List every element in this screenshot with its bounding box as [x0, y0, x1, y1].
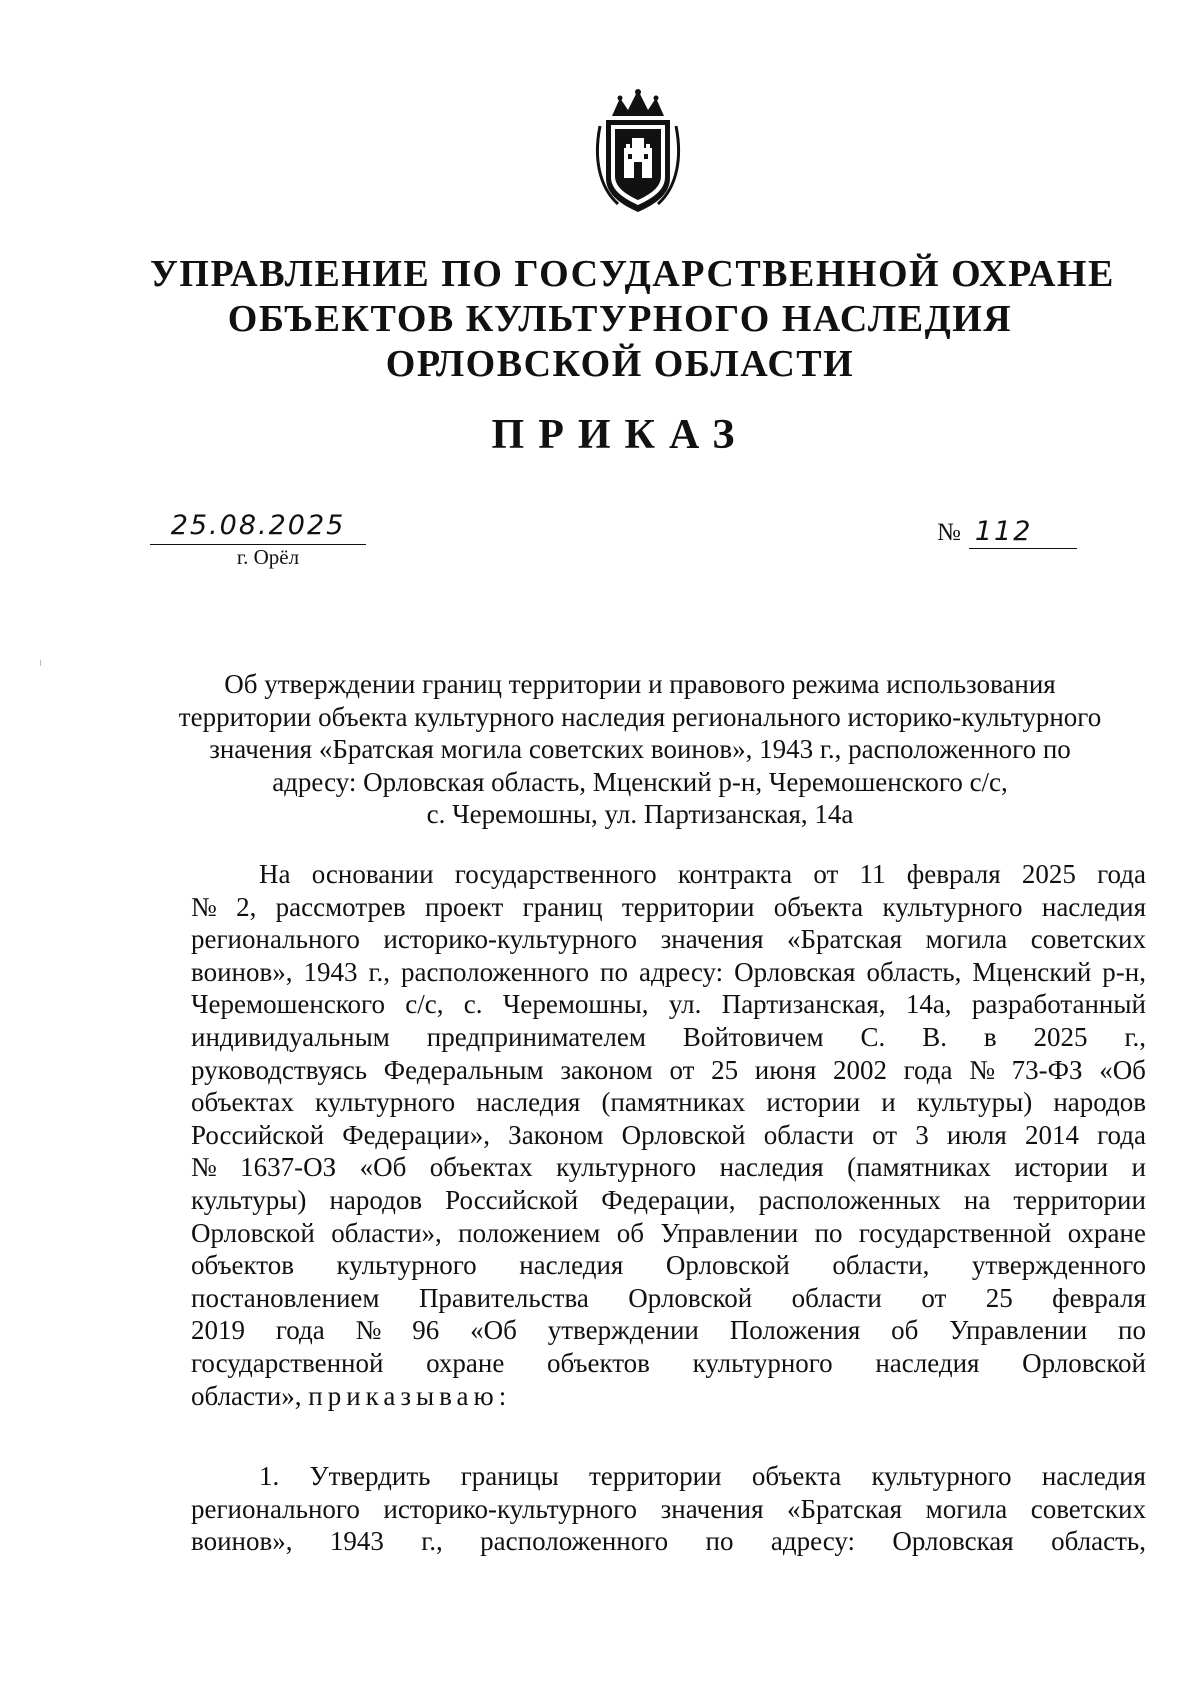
word: «Об — [470, 1315, 517, 1346]
word: по — [705, 1526, 734, 1557]
word: Орловской — [1022, 1347, 1146, 1378]
word: культурного — [882, 891, 1023, 922]
date-block — [150, 510, 366, 569]
word: законом — [560, 1054, 653, 1085]
text-line — [191, 956, 1146, 989]
word: объектов — [191, 1250, 294, 1281]
word: г., — [1124, 1021, 1146, 1052]
word: Положения — [729, 1315, 861, 1346]
preamble-paragraph — [191, 858, 1146, 1412]
word: культурного — [692, 1347, 833, 1378]
word: № — [191, 891, 217, 922]
word: по — [600, 956, 628, 987]
word: г., — [421, 1526, 443, 1557]
text-line — [191, 1151, 1146, 1184]
text-line — [191, 891, 1146, 924]
text-line — [191, 988, 1146, 1021]
word: территории — [621, 891, 755, 922]
word: адресу: — [770, 1526, 856, 1557]
word: контракта — [677, 859, 793, 889]
authority-line: ОРЛОВСКОЙ ОБЛАСТИ — [385, 343, 855, 385]
word: февраля — [1052, 1282, 1146, 1313]
text-line — [191, 1054, 1146, 1087]
word: объектах — [429, 1152, 533, 1183]
word: культуры) — [191, 1184, 307, 1215]
word: проект — [425, 891, 504, 922]
word: Орловской — [628, 1282, 753, 1313]
word: от — [872, 1119, 898, 1150]
authority-line: ОБЪЕКТОВ КУЛЬТУРНОГО НАСЛЕДИЯ — [227, 298, 1013, 340]
word: постановлением — [191, 1282, 380, 1313]
word: регионального — [191, 1493, 360, 1524]
word: 96 — [412, 1315, 440, 1346]
text-line — [191, 1086, 1146, 1119]
word: «Об — [1099, 1054, 1146, 1085]
word: Федерации», — [342, 1119, 490, 1150]
word: могила — [925, 924, 1008, 955]
word: июля — [946, 1119, 1007, 1150]
word: 3 — [915, 1119, 929, 1150]
clause-1-paragraph — [191, 1460, 1146, 1558]
word: Орловская — [734, 956, 856, 987]
word: и — [881, 1087, 896, 1118]
word: 14а, — [905, 989, 952, 1020]
text-line — [191, 1493, 1146, 1526]
word: советских — [1030, 1493, 1146, 1524]
word: 2025 — [1033, 1021, 1088, 1052]
word: г., — [368, 956, 391, 987]
word: Орловской — [665, 1250, 790, 1281]
word: Черемошенского — [191, 989, 385, 1020]
authority-line: УПРАВЛЕНИЕ ПО ГОСУДАРСТВЕННОЙ ОХРАНЕ — [150, 253, 1115, 295]
word: Российской — [191, 1119, 325, 1150]
margin-mark — [40, 660, 41, 666]
word: расположенного — [480, 1526, 669, 1557]
word: культурного — [336, 1250, 477, 1281]
word: в — [983, 1021, 997, 1052]
word: области — [791, 1282, 882, 1313]
word: государственного — [454, 859, 657, 889]
word: значения — [660, 1493, 764, 1524]
text-line — [191, 1525, 1146, 1558]
word: 73-ФЗ — [1011, 1054, 1083, 1085]
word: с/с, — [405, 989, 444, 1020]
word: 25 — [711, 1054, 739, 1085]
word: воинов», — [191, 956, 293, 987]
word: года — [1097, 859, 1146, 889]
word: истории — [1014, 1152, 1109, 1183]
word: наследия — [476, 1087, 581, 1118]
word: государственной — [858, 1217, 1052, 1248]
word: положением — [458, 1217, 601, 1248]
word: расположенного — [401, 956, 589, 987]
word: об — [616, 1217, 644, 1248]
word: предпринимателем — [426, 1021, 646, 1052]
text-line — [191, 1314, 1146, 1347]
word: советских — [1030, 924, 1146, 955]
word: 2019 — [191, 1315, 245, 1346]
word: № — [969, 1054, 995, 1085]
word: «Об — [359, 1152, 407, 1183]
word: границ — [522, 891, 603, 922]
text-line — [191, 1347, 1146, 1380]
text-line — [191, 1021, 1146, 1054]
document-type-title: ПРИКАЗ — [491, 412, 749, 458]
word: «Братская — [787, 924, 903, 955]
word: культурного — [871, 1461, 1012, 1491]
text-line — [191, 1282, 1146, 1315]
word: 25 — [985, 1282, 1013, 1313]
word: утвержденного — [971, 1250, 1146, 1281]
word: Орловской — [191, 1217, 315, 1248]
word: по — [814, 1217, 843, 1248]
word: Орловская — [892, 1526, 1014, 1557]
document-subject — [160, 668, 1120, 831]
coat-of-arms-icon — [592, 86, 684, 216]
word: на — [963, 1184, 991, 1215]
word: историко-культурного — [383, 1493, 638, 1524]
subject-line: Об утверждении границ территории и правового режима использования — [224, 669, 1056, 699]
word: В. — [922, 1021, 947, 1052]
word: объекта — [751, 1461, 842, 1491]
word: (памятниках — [601, 1087, 746, 1118]
word: народов — [1053, 1087, 1146, 1118]
word: года — [1097, 1119, 1146, 1150]
word: наследия — [1041, 891, 1146, 922]
text-line — [191, 1217, 1146, 1250]
word: расположенных — [758, 1184, 941, 1215]
document-number-block — [937, 516, 1097, 554]
text-line — [191, 923, 1146, 956]
subject-line: значения «Братская могила советских воинов», 1943 г., расположенного по — [209, 734, 1071, 764]
word: от — [813, 859, 839, 889]
word: от — [669, 1054, 695, 1085]
subject-line: адресу: Орловская область, Мценский р-н, Черемошенского с/с, — [272, 766, 1008, 797]
word: Утвердить — [309, 1461, 431, 1491]
word: 1943 — [303, 956, 358, 987]
word: 2025 — [1021, 859, 1076, 889]
word: утверждении — [547, 1315, 699, 1346]
word: индивидуальным — [191, 1021, 390, 1052]
word: разработанный — [971, 989, 1146, 1020]
text-line — [191, 1460, 1146, 1493]
word: Управлении — [949, 1315, 1088, 1346]
word: С. — [860, 1021, 886, 1052]
document-city: г. Орёл — [236, 545, 300, 569]
word: р-н, — [1102, 956, 1146, 987]
word: «Братская — [787, 1493, 903, 1524]
text-line — [191, 1380, 1146, 1413]
word: и — [1131, 1152, 1146, 1183]
word: 2, — [236, 891, 257, 922]
document-number: 112 — [969, 516, 1077, 549]
word: Федеральным — [383, 1054, 544, 1085]
word: по — [1118, 1315, 1146, 1346]
issuing-authority — [150, 252, 1115, 387]
word: Управлении — [660, 1217, 799, 1248]
word: об — [891, 1315, 919, 1346]
word: февраля — [906, 859, 1001, 889]
word: № — [191, 1152, 217, 1183]
word: народов — [329, 1184, 423, 1215]
word: территории — [1013, 1184, 1146, 1215]
word: Правительства — [418, 1282, 589, 1313]
word: руководствуясь — [191, 1054, 368, 1085]
word: область, — [1051, 1526, 1146, 1557]
subject-line: территории объекта культурного наследия регионального историко-культурного — [178, 701, 1102, 732]
word: культурного — [556, 1152, 697, 1183]
subject-line: с. Черемошны, ул. Партизанская, 14а — [426, 799, 854, 829]
word: (памятниках — [847, 1152, 991, 1183]
word: Войтовичем — [682, 1021, 824, 1052]
word: года — [903, 1054, 953, 1085]
word: Российской — [445, 1184, 579, 1215]
word: основании — [311, 859, 434, 889]
word: от — [921, 1282, 947, 1313]
word: области», — [331, 1217, 442, 1248]
word: Черемошны, — [502, 989, 649, 1020]
word: истории — [766, 1087, 861, 1118]
word: 2002 — [832, 1054, 887, 1085]
text-line — [191, 858, 1146, 891]
text-line — [191, 1249, 1146, 1282]
word: наследия — [719, 1152, 824, 1183]
word: воинов», — [191, 1526, 293, 1557]
word: объектах — [191, 1087, 294, 1118]
word: государственной — [191, 1347, 384, 1378]
word: 2014 — [1024, 1119, 1079, 1150]
word: Партизанская, — [721, 989, 886, 1020]
word: культуры) — [916, 1087, 1033, 1118]
word: 11 — [859, 859, 886, 889]
word: охране — [1067, 1217, 1146, 1248]
word: июня — [754, 1054, 817, 1085]
word: адресу: — [638, 956, 724, 987]
word: области, — [832, 1250, 930, 1281]
word: могила — [925, 1493, 1008, 1524]
order-command: приказываю: — [308, 1380, 512, 1411]
word: На — [259, 859, 291, 889]
word: 1637-ОЗ — [240, 1152, 337, 1183]
word: охране — [426, 1347, 505, 1378]
word: Федерации, — [601, 1184, 736, 1215]
word: года — [275, 1315, 325, 1346]
number-sign: № — [937, 519, 961, 546]
word: наследия — [875, 1347, 980, 1378]
word: регионального — [191, 924, 360, 955]
text-line — [191, 1119, 1146, 1152]
word: границы — [460, 1461, 559, 1491]
text-line — [191, 1184, 1146, 1217]
document-date: 25.08.2025 — [150, 510, 366, 545]
word: наследия — [1041, 1461, 1146, 1491]
word: культурного — [315, 1087, 456, 1118]
word: рассмотрев — [275, 891, 406, 922]
word: с. — [463, 989, 483, 1020]
word: Орловской — [621, 1119, 746, 1150]
word: Законом — [508, 1119, 604, 1150]
word: № — [355, 1315, 382, 1346]
word: объекта — [773, 891, 864, 922]
word: Мценский — [972, 956, 1092, 987]
word: объектов — [546, 1347, 650, 1378]
word: область, — [866, 956, 962, 987]
word: территории — [588, 1461, 722, 1491]
word: наследия — [519, 1250, 624, 1281]
word: ул. — [668, 989, 702, 1020]
word: области — [763, 1119, 854, 1150]
word: историко-культурного — [383, 924, 638, 955]
word: 1. — [259, 1461, 280, 1491]
word: 1943 — [329, 1526, 384, 1557]
word: области», — [191, 1380, 309, 1411]
word: значения — [660, 924, 764, 955]
